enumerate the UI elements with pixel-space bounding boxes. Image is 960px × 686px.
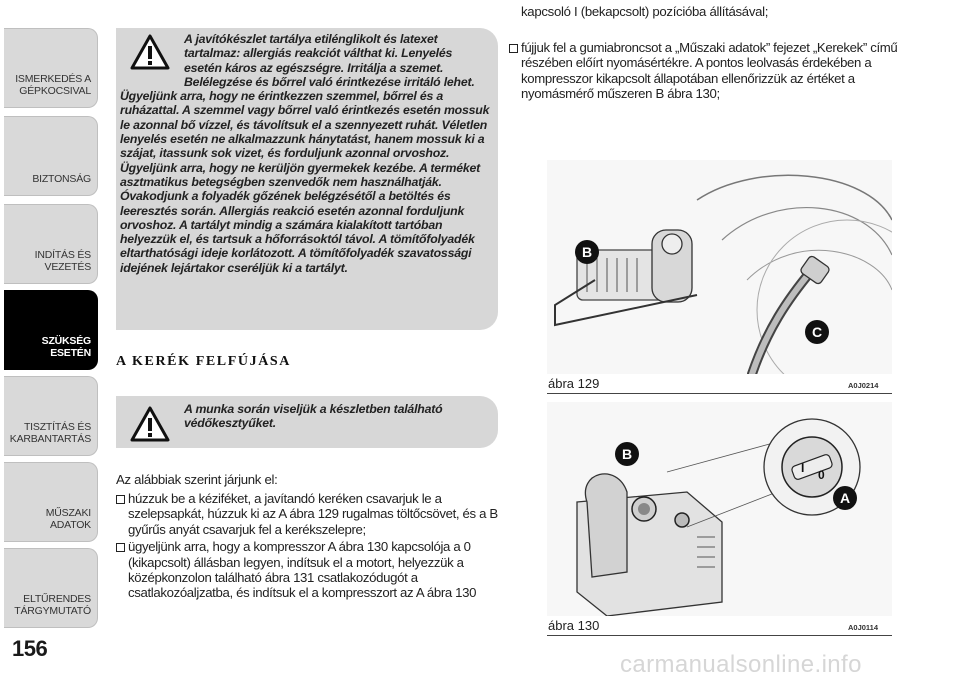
warning-box-gloves [116, 396, 498, 448]
figure-129-code: A0J0214 [848, 381, 879, 390]
svg-text:I: I [801, 461, 805, 475]
figure-129-caption: ábra 129 [548, 376, 600, 391]
figure-130-code: A0J0114 [848, 623, 879, 632]
tab-muszaki-adatok[interactable]: MŰSZAKI ADATOK [4, 462, 98, 542]
svg-text:C: C [811, 324, 823, 340]
warning-text-gloves: A munka során viseljük a készletben található védőkesztyűket. [184, 402, 443, 431]
section-heading: A KERÉK FELFÚJÁSA [116, 354, 291, 369]
instruction-list-left [116, 491, 510, 603]
warning-text-chemical: A javítókészlet tartálya etilénglikolt és latexet tartalmaz: allergiás reakciót válthat ki. Lenyelés esetén káros az egészségre. Irritálja a szemet. Belélegzése és bőrrel való érintkezése irritáló lehet. Ügyeljünk arra, hogy ne érintkezzen szemmel, bőrrel és a ruházattal. A szemmel vagy bőrrel való érintkezés esetén mossuk le azonnal bő vízzel, és távolítsuk el a szennyezett ruhát. Véletlen lenyelés esetén ne alkalmazzunk hánytatást, hanem mossuk ki a szájat, itassunk sok vizet, és forduljunk azonnal orvoshoz. Ügyeljünk arra, hogy ne kerüljön gyermekek kezébe. A terméket asztmatikus betegségben szenvedők nem használhatják. Óvakodjunk a folyadék gőzének belégzésétől a betöltés és leeresztés során. Allergiás reakció esetén azonnal forduljunk orvoshoz. A tartályt mindig a számára kialakított tartóban helyezzük el, és tartsuk a hőforrásoktól távol. A tömítőfolyadék eltarthatósági ideje korlátozott. A tömítőfolyadék szavatossági idejének lejártakor cseréljük ki a tartályt. [120, 32, 490, 275]
list-item: ügyeljünk arra, hogy a kompresszor A ábra 130 kapcsolója a 0 (kikapcsolt) állásban legyen, indítsuk el a motort, helyezzük a középkonzolon található ábra 131 csatlakozódugót a csatlakozóaljzatba, és indítsuk el a kompresszort az A ábra 130 [116, 539, 510, 601]
tab-szukseg-eseten[interactable]: SZÜKSÉG ESETÉN [4, 290, 98, 370]
warning-triangle-icon [130, 406, 170, 442]
figure-130-caption: ábra 130 [548, 618, 600, 633]
watermark: carmanualsonline.info [620, 651, 862, 678]
svg-text:0: 0 [818, 468, 825, 482]
compressor-hose-illustration [547, 160, 892, 374]
figure-130 [547, 402, 892, 616]
tab-inditas[interactable]: INDÍTÁS ÉS VEZETÉS [4, 204, 98, 284]
continuation-text: kapcsoló I (bekapcsolt) pozícióba állításával; [521, 4, 769, 19]
intro-text: Az alábbiak szerint járjunk el: [116, 472, 278, 487]
tab-biztonsag[interactable]: BIZTONSÁG [4, 116, 98, 196]
svg-text:A: A [839, 490, 851, 506]
tab-tisztitas[interactable]: TISZTÍTÁS ÉS KARBANTARTÁS [4, 376, 98, 456]
caption-divider [547, 635, 892, 636]
svg-text:B: B [581, 244, 593, 260]
warning-box-chemical [116, 28, 498, 330]
chapter-tabs [0, 0, 100, 640]
list-item: húzzuk be a kéziféket, a javítandó keréken csavarjuk le a szelepsapkát, húzzuk ki az A ábra 129 rugalmas töltőcsövet, és a B gyűrűs anyát csavarjuk fel a kerékszelepre; [116, 491, 510, 537]
tab-targymutato[interactable]: ELTŰRENDES TÁRGYMUTATÓ [4, 548, 98, 628]
instruction-list-right [509, 40, 909, 104]
svg-text:B: B [621, 446, 633, 462]
tab-ismerkedes[interactable]: ISMERKEDÉS A GÉPKOCSIVAL [4, 28, 98, 108]
caption-divider [547, 393, 892, 394]
figure-129 [547, 160, 892, 374]
compressor-switch-illustration [547, 402, 892, 616]
list-item: fújjuk fel a gumiabroncsot a „Műszaki adatok” fejezet „Kerekek” című részében előírt nyomásértékre. A pontos leolvasás érdekében a kompresszor kikapcsolt állapotában ellenőrizzük az értéket a nyomásmérő műszeren B ábra 130; [509, 40, 909, 102]
page-number: 156 [12, 636, 48, 661]
